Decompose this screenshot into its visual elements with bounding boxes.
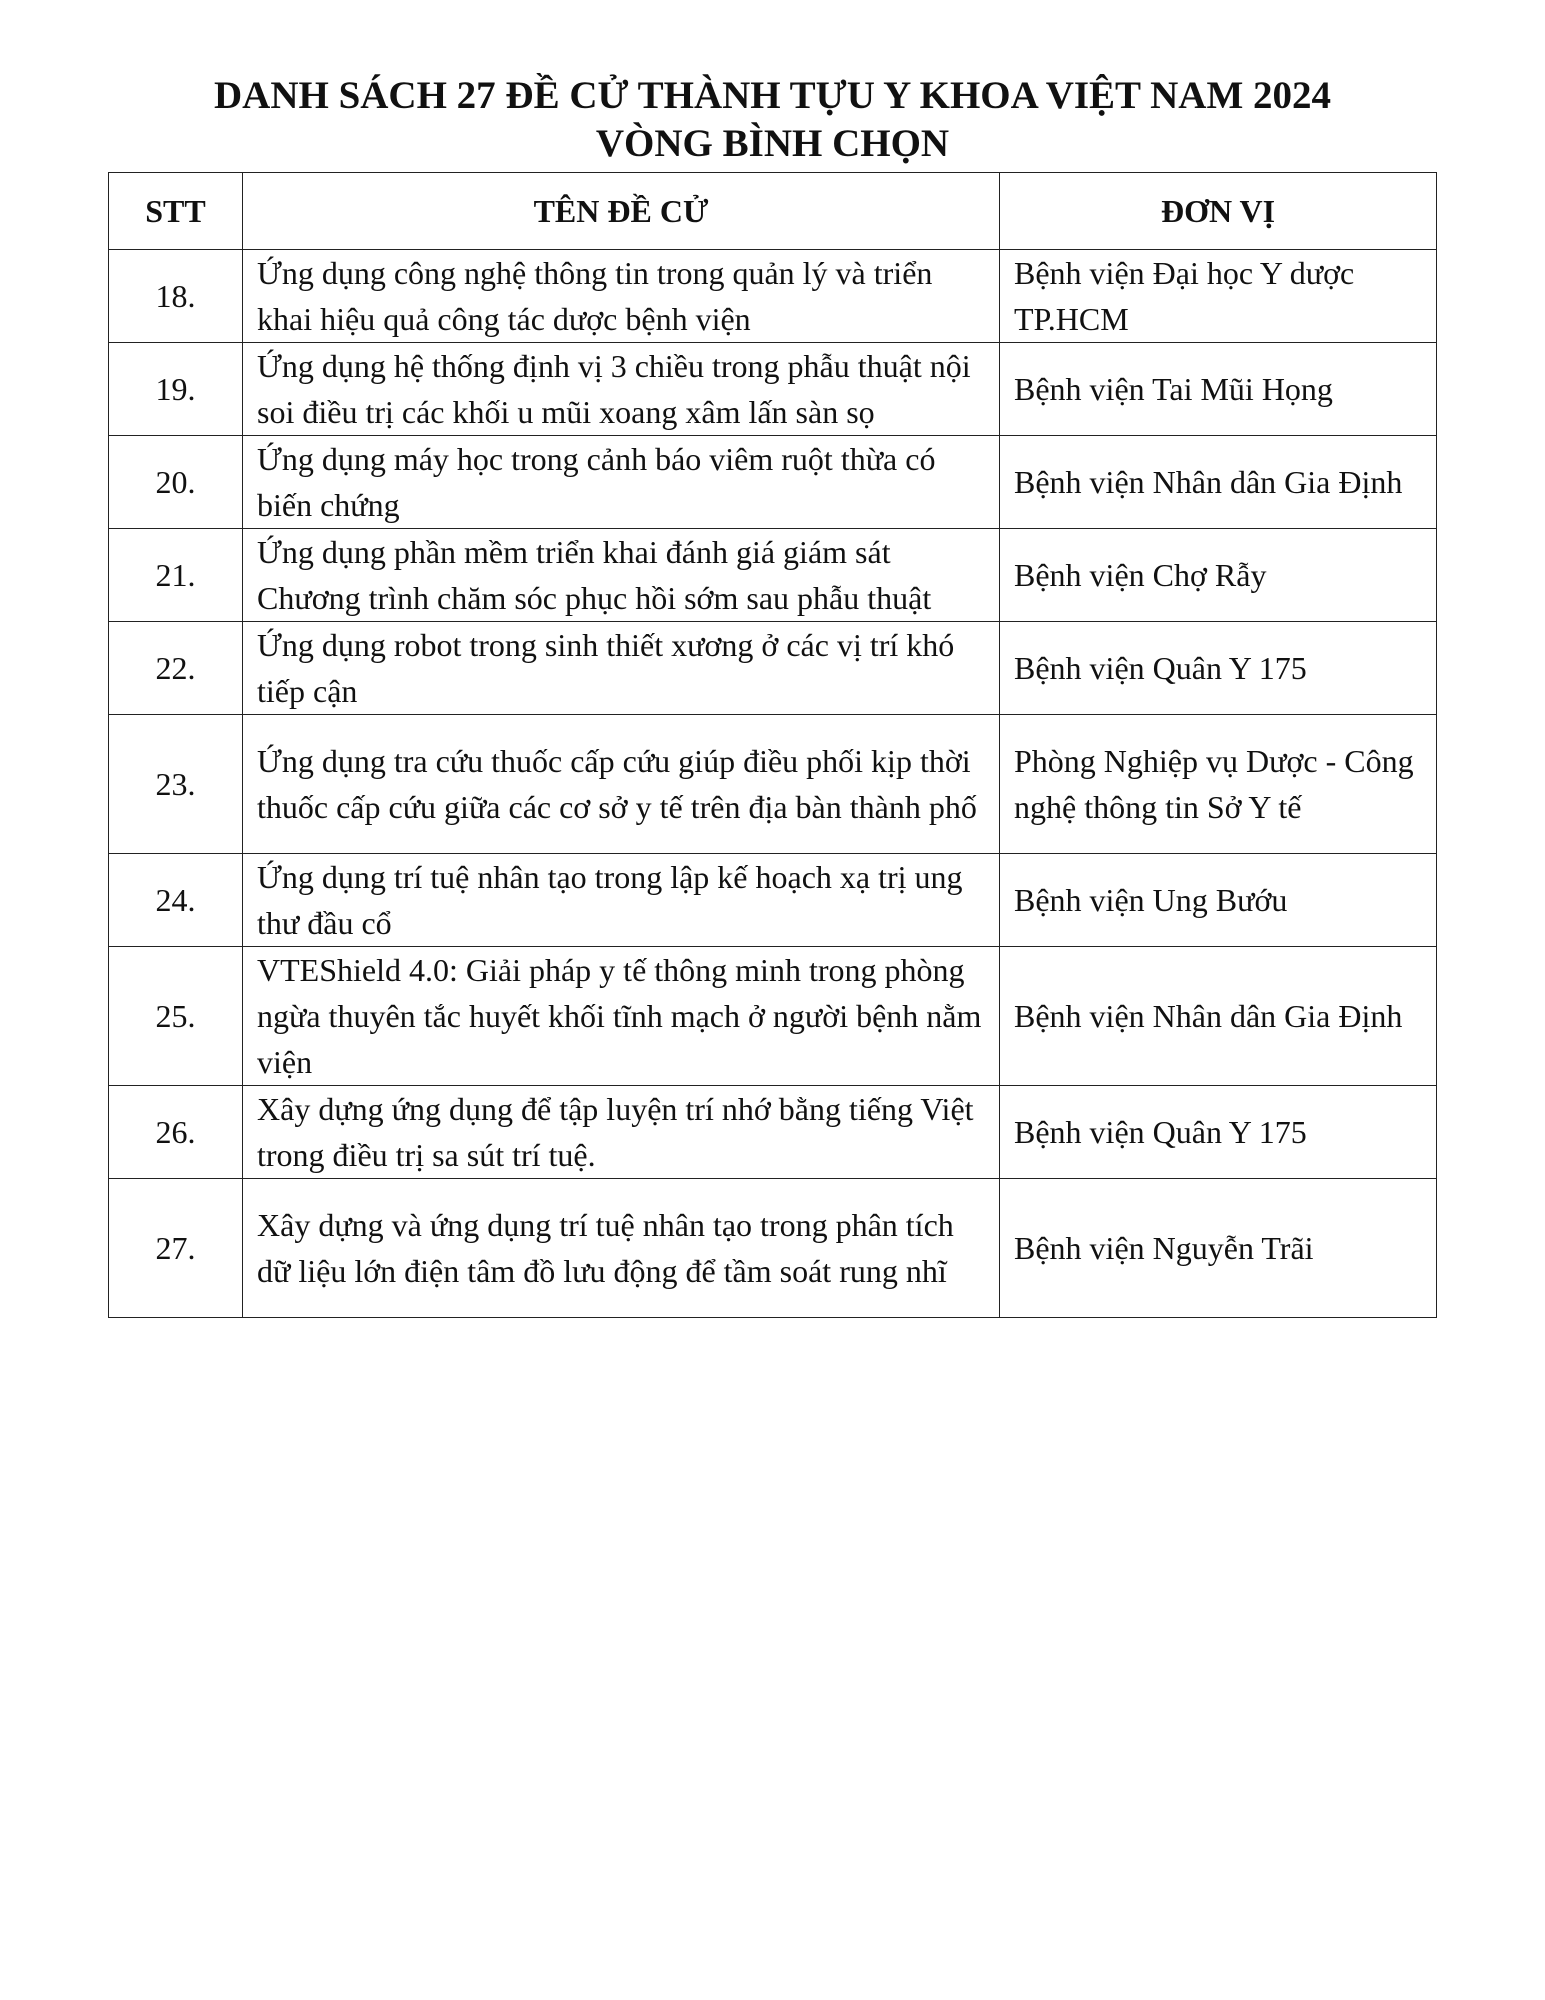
table-row	[109, 854, 1437, 947]
row-name: Ứng dụng hệ thống định vị 3 chiều trong phẫu thuật nội soi điều trị các khối u mũi xoang xâm lấn sàn sọ	[243, 343, 1000, 436]
table-row	[109, 715, 1437, 854]
document-subtitle: VÒNG BÌNH CHỌN	[595, 122, 950, 165]
row-stt: 22.	[109, 622, 243, 715]
table-row	[109, 529, 1437, 622]
row-stt: 21.	[109, 529, 243, 622]
row-unit: Phòng Nghiệp vụ Dược - Công nghệ thông tin Sở Y tế	[1000, 715, 1437, 854]
nomination-table	[108, 172, 1437, 1318]
row-stt: 25.	[109, 947, 243, 1086]
row-unit: Bệnh viện Tai Mũi Họng	[1000, 343, 1437, 436]
row-name: Ứng dụng máy học trong cảnh báo viêm ruột thừa có biến chứng	[243, 436, 1000, 529]
row-stt: 23.	[109, 715, 243, 854]
row-unit: Bệnh viện Nguyễn Trãi	[1000, 1179, 1437, 1318]
table-row	[109, 250, 1437, 343]
row-stt: 19.	[109, 343, 243, 436]
row-unit: Bệnh viện Nhân dân Gia Định	[1000, 436, 1437, 529]
table-row	[109, 436, 1437, 529]
row-stt: 24.	[109, 854, 243, 947]
document-title: DANH SÁCH 27 ĐỀ CỬ THÀNH TỰU Y KHOA VIỆT NAM 2024	[213, 74, 1332, 117]
row-unit: Bệnh viện Đại học Y dược TP.HCM	[1000, 250, 1437, 343]
table-row	[109, 343, 1437, 436]
row-name: Ứng dụng robot trong sinh thiết xương ở các vị trí khó tiếp cận	[243, 622, 1000, 715]
column-header-unit: ĐƠN VỊ	[1000, 173, 1437, 250]
row-unit: Bệnh viện Quân Y 175	[1000, 622, 1437, 715]
row-name: Xây dựng và ứng dụng trí tuệ nhân tạo trong phân tích dữ liệu lớn điện tâm đồ lưu động để tầm soát rung nhĩ	[243, 1179, 1000, 1318]
table-row	[109, 1086, 1437, 1179]
row-stt: 26.	[109, 1086, 243, 1179]
row-stt: 20.	[109, 436, 243, 529]
row-unit: Bệnh viện Nhân dân Gia Định	[1000, 947, 1437, 1086]
row-name: Xây dựng ứng dụng để tập luyện trí nhớ bằng tiếng Việt trong điều trị sa sút trí tuệ.	[243, 1086, 1000, 1179]
row-name: Ứng dụng trí tuệ nhân tạo trong lập kế hoạch xạ trị ung thư đầu cổ	[243, 854, 1000, 947]
row-name: Ứng dụng tra cứu thuốc cấp cứu giúp điều phối kịp thời thuốc cấp cứu giữa các cơ sở y tế trên địa bàn thành phố	[243, 715, 1000, 854]
table-row	[109, 1179, 1437, 1318]
row-name: VTEShield 4.0: Giải pháp y tế thông minh trong phòng ngừa thuyên tắc huyết khối tĩnh mạch ở người bệnh nằm viện	[243, 947, 1000, 1086]
row-unit: Bệnh viện Chợ Rẫy	[1000, 529, 1437, 622]
column-header-name: TÊN ĐỀ CỬ	[243, 173, 1000, 250]
row-name: Ứng dụng phần mềm triển khai đánh giá giám sát Chương trình chăm sóc phục hồi sớm sau phẫu thuật	[243, 529, 1000, 622]
row-unit: Bệnh viện Ung Bướu	[1000, 854, 1437, 947]
column-header-stt: STT	[109, 173, 243, 250]
row-unit: Bệnh viện Quân Y 175	[1000, 1086, 1437, 1179]
row-stt: 27.	[109, 1179, 243, 1318]
table-header-row	[109, 173, 1437, 250]
table-row	[109, 622, 1437, 715]
row-name: Ứng dụng công nghệ thông tin trong quản lý và triển khai hiệu quả công tác dược bệnh viện	[243, 250, 1000, 343]
table-row	[109, 947, 1437, 1086]
row-stt: 18.	[109, 250, 243, 343]
